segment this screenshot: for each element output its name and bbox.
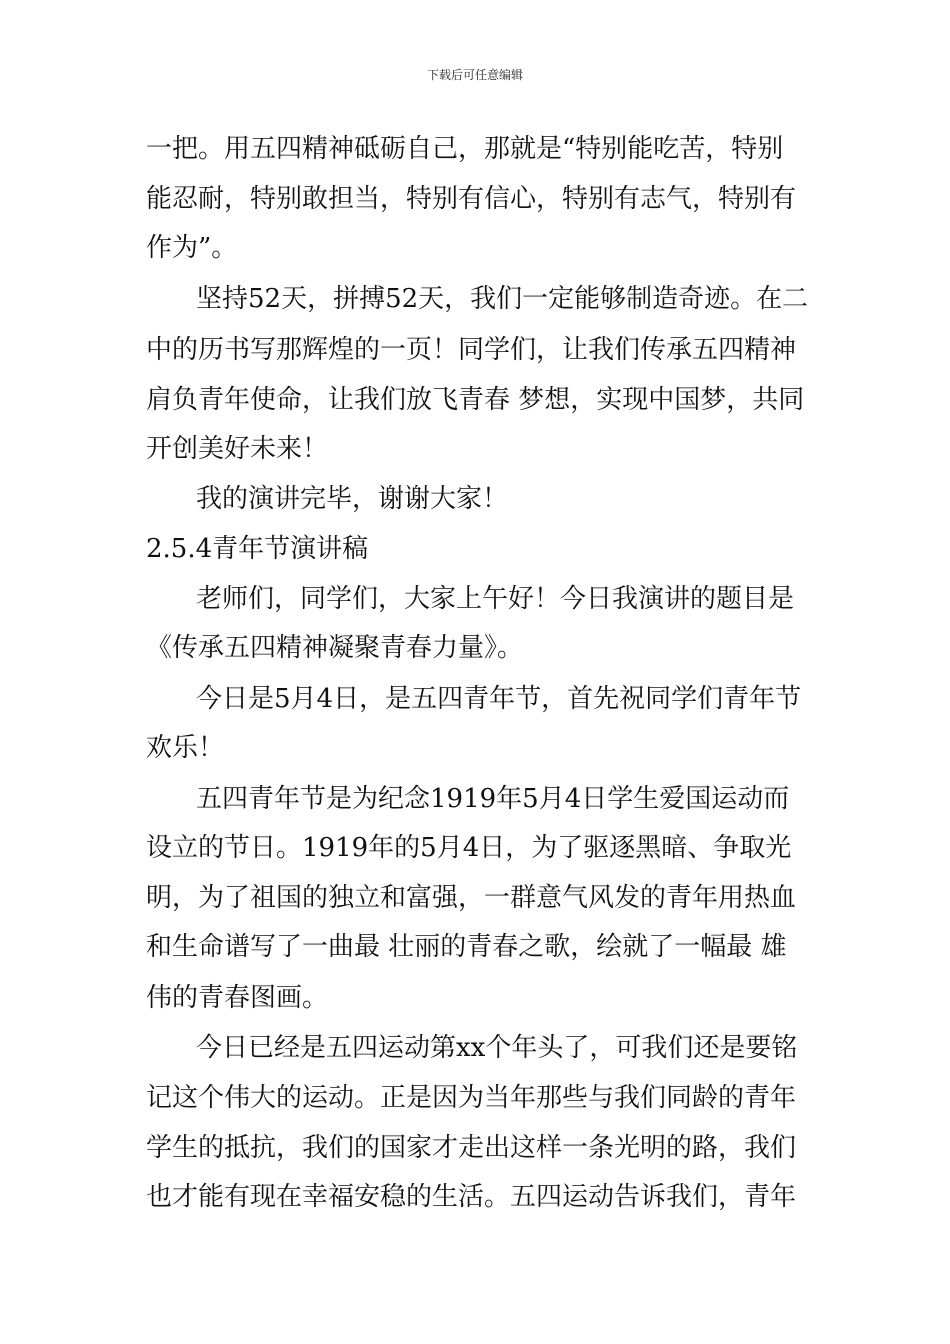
text-line: 欢乐！ xyxy=(146,733,225,763)
paragraph-start: 今日已经是五四运动第xx个年头了，可我们还是要铭 xyxy=(196,1033,798,1063)
paragraph-start: 五四青年节是为纪念1919年5月4日学生爱国运动而 xyxy=(196,784,790,814)
text-line: 能忍耐，特别敢担当，特别有信心，特别有志气，特别有 xyxy=(146,184,797,214)
paragraph-start: 我的演讲完毕，谢谢大家！ xyxy=(196,484,509,514)
paragraph-start: 今日是5月4日，是五四青年节，首先祝同学们青年节 xyxy=(196,684,802,714)
page-header: 下载后可任意编辑 xyxy=(426,68,523,82)
text-line: 设立的节日。1919年的5月4日，为了驱逐黑暗、争取光 xyxy=(146,833,792,863)
paragraph-start: 老师们，同学们，大家上午好！今日我演讲的题目是 xyxy=(196,584,795,614)
text-line: 和生命谱写了一曲最 壮丽的青春之歌，绘就了一幅最 雄 xyxy=(146,932,787,962)
text-line: 记这个伟大的运动。正是因为当年那些与我们同龄的青年 xyxy=(146,1083,797,1113)
text-line: 也才能有现在幸福安稳的生活。五四运动告诉我们，青年 xyxy=(146,1182,797,1212)
text-line: 伟的青春图画。 xyxy=(146,983,329,1013)
text-line: 明，为了祖国的独立和富强，一群意气风发的青年用热血 xyxy=(146,883,797,913)
text-line: 学生的抵抗，我们的国家才走出这样一条光明的路，我们 xyxy=(146,1133,797,1163)
text-line: 《传承五四精神凝聚青春力量》。 xyxy=(146,633,524,663)
text-line: 一把。用五四精神砥砺自己，那就是“特别能吃苦，特别 xyxy=(146,134,784,164)
section-heading: 2.5.4青年节演讲稿 xyxy=(146,534,369,564)
text-line: 开创美好未来！ xyxy=(146,434,329,464)
text-line: 肩负青年使命，让我们放飞青春 梦想，实现中国梦，共同 xyxy=(146,385,805,415)
text-line: 中的历书写那辉煌的一页！同学们，让我们传承五四精神 xyxy=(146,335,797,365)
paragraph-start: 坚持52天，拼搏52天，我们一定能够制造奇迹。在二 xyxy=(196,284,809,314)
text-line: 作为”。 xyxy=(146,233,238,263)
